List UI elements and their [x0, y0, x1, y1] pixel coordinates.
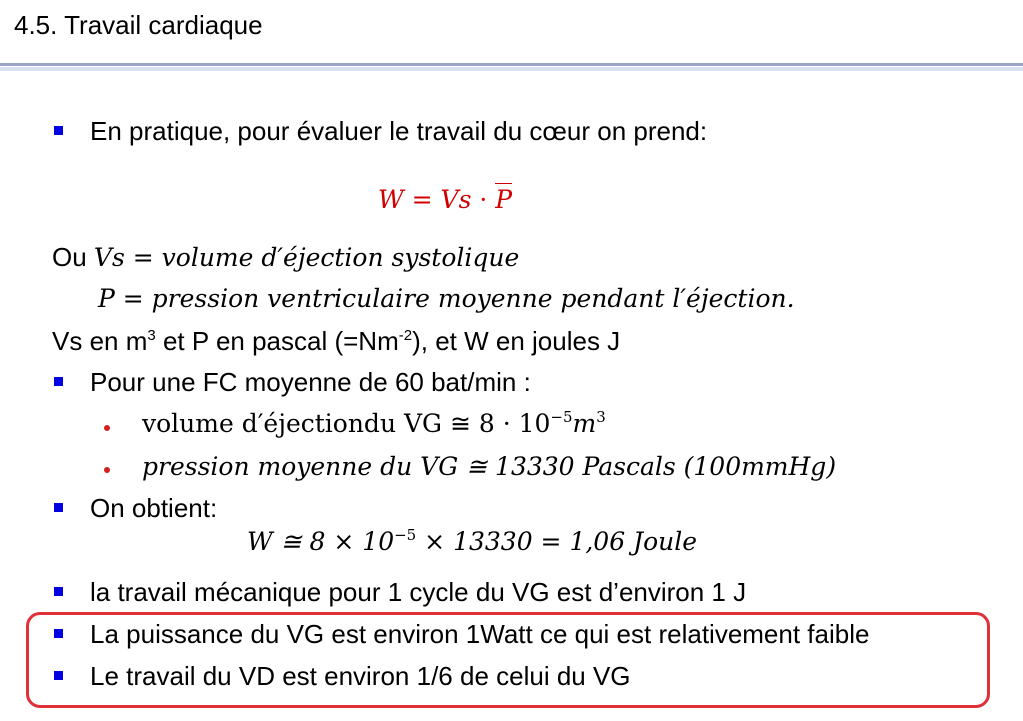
sub1-exp2: 3 — [596, 408, 606, 426]
vs-definition: Vs = volume d′éjection systolique — [93, 243, 520, 272]
units-sup2: -2 — [398, 327, 413, 344]
sub-bullet-pressure: pression moyenne du VG ≅ 13330 Pascals (100mmHg) — [142, 452, 837, 481]
units-line — [52, 326, 620, 356]
units-part3: ), et W en joules J — [412, 326, 621, 356]
bullet-text: On obtient: — [90, 493, 218, 523]
result-exp: −5 — [394, 526, 417, 544]
bullet-text: Le travail du VD est environ 1/6 de celui du VG — [90, 661, 631, 691]
bullet-dot-icon — [104, 425, 110, 431]
bullet-dot-icon — [104, 467, 110, 473]
header-rule-shadow — [0, 67, 1023, 71]
result-rest: × 13330 = 1,06 Joule — [416, 527, 698, 556]
units-part1: Vs en m — [52, 326, 148, 356]
sub-bullet-volume — [142, 409, 606, 439]
bullet-square-icon — [54, 629, 63, 638]
units-part2: et P en pascal (=Nm — [155, 326, 399, 356]
bullet-square-icon — [54, 377, 63, 386]
result-text: W ≅ 8 × 10 — [247, 527, 395, 556]
definition-p: P = pression ventriculaire moyenne pendant l′éjection. — [98, 284, 795, 313]
bullet-square-icon — [54, 503, 63, 512]
formula-eq: = — [403, 185, 441, 214]
bullet-text: En pratique, pour évaluer le travail du cœur on prend: — [90, 116, 708, 146]
result-formula — [247, 527, 697, 557]
bullet-square-icon — [54, 671, 63, 680]
bullet-square-icon — [54, 126, 63, 135]
sub1-text: volume d′éjectiondu VG ≅ 8 · 10 — [142, 409, 551, 438]
formula-p-mean: P — [495, 185, 513, 214]
sub1-m: m — [572, 409, 597, 438]
header-rule — [0, 63, 1023, 66]
formula-lhs: W — [378, 185, 404, 214]
slide-title: 4.5. Travail cardiaque — [14, 10, 263, 40]
formula-dot: · — [471, 185, 496, 214]
units-sup1: 3 — [147, 327, 156, 344]
definition-vs — [52, 242, 519, 273]
sub1-exp: −5 — [550, 408, 573, 426]
ou-prefix: Ou — [52, 242, 94, 272]
bullet-text: la travail mécanique pour 1 cycle du VG est d’environ 1 J — [90, 577, 747, 607]
bullet-square-icon — [54, 587, 63, 596]
bullet-text: Pour une FC moyenne de 60 bat/min : — [90, 367, 531, 397]
formula-vs: Vs — [440, 185, 472, 214]
main-formula — [378, 183, 512, 215]
bullet-text: La puissance du VG est environ 1Watt ce qui est relativement faible — [90, 619, 870, 649]
